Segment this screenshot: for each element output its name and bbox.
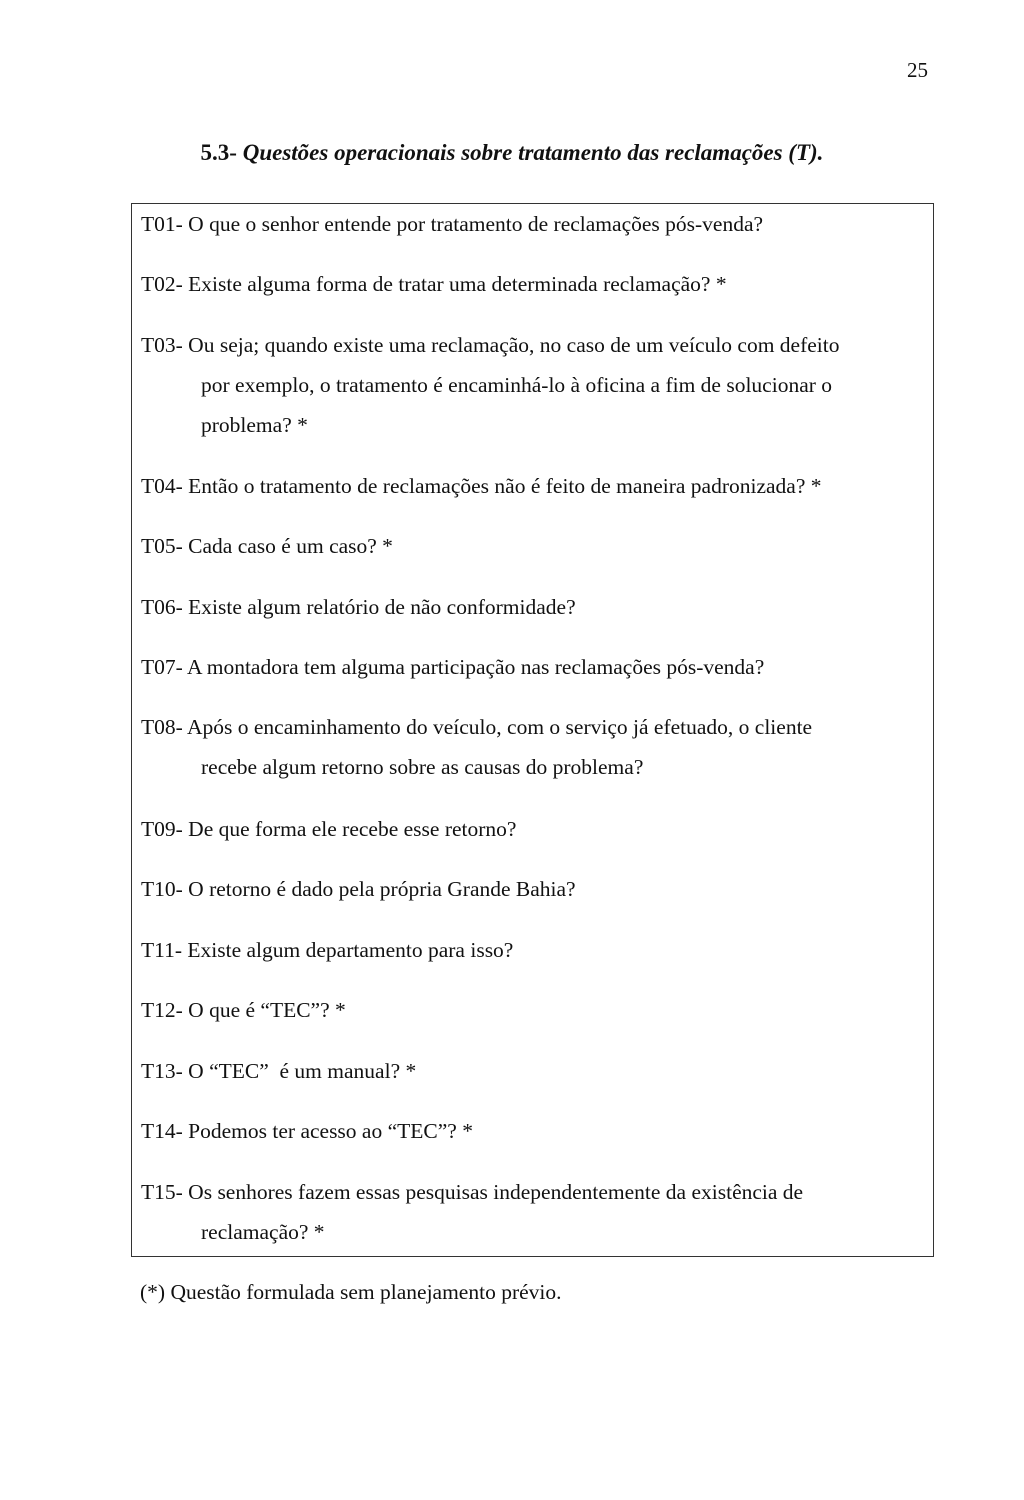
question-text: Existe alguma forma de tratar uma determinada reclamação? * <box>188 272 727 296</box>
question-code: T05- <box>141 534 183 558</box>
question-code: T01- <box>141 212 183 236</box>
page-number: 25 <box>907 58 928 82</box>
question-t02 <box>141 264 921 304</box>
question-text: Existe algum relatório de não conformidade? <box>188 595 576 619</box>
question-code: T12- <box>141 998 183 1022</box>
question-text: O retorno é dado pela própria Grande Bahia? <box>188 877 576 901</box>
question-code: T08- <box>141 715 183 739</box>
question-code: T15- <box>141 1180 183 1204</box>
question-t03 <box>141 325 921 445</box>
question-text: O “TEC” é um manual? * <box>188 1059 417 1083</box>
question-text: Após o encaminhamento do veículo, com o serviço já efetuado, o cliente <box>187 715 813 739</box>
question-code: T07- <box>141 655 183 679</box>
question-code: T11- <box>141 938 182 962</box>
question-t08 <box>141 707 921 787</box>
question-t09 <box>141 809 921 849</box>
question-text: Ou seja; quando existe uma reclamação, no caso de um veículo com defeito <box>188 333 840 357</box>
question-continuation: por exemplo, o tratamento é encaminhá-lo à oficina a fim de solucionar o problema? * <box>201 373 833 437</box>
section-heading <box>0 140 1024 166</box>
question-t06 <box>141 587 921 627</box>
question-t15 <box>141 1172 921 1252</box>
question-code: T14- <box>141 1119 183 1143</box>
question-code: T06- <box>141 595 183 619</box>
question-text: O que é “TEC”? * <box>188 998 346 1022</box>
question-t04 <box>141 466 921 506</box>
question-box <box>131 203 934 1257</box>
question-text: Podemos ter acesso ao “TEC”? * <box>188 1119 473 1143</box>
question-code: T04- <box>141 474 183 498</box>
question-t13 <box>141 1051 921 1091</box>
question-code: T03- <box>141 333 183 357</box>
question-text: A montadora tem alguma participação nas reclamações pós-venda? <box>187 655 765 679</box>
question-t01 <box>141 204 921 244</box>
question-code: T09- <box>141 817 183 841</box>
question-text: Cada caso é um caso? * <box>188 534 393 558</box>
question-text: Então o tratamento de reclamações não é feito de maneira padronizada? * <box>188 474 822 498</box>
question-text: Os senhores fazem essas pesquisas independentemente da existência de <box>188 1180 804 1204</box>
question-text: O que o senhor entende por tratamento de reclamações pós-venda? <box>188 212 764 236</box>
question-t14 <box>141 1111 921 1151</box>
section-number: 5.3- <box>200 140 237 165</box>
question-t05 <box>141 526 921 566</box>
question-text: Existe algum departamento para isso? <box>187 938 514 962</box>
footnote: (*) Questão formulada sem planejamento prévio. <box>140 1280 562 1304</box>
question-t12 <box>141 990 921 1030</box>
question-t11 <box>141 930 921 970</box>
question-continuation: reclamação? * <box>201 1220 325 1244</box>
question-t10 <box>141 869 921 909</box>
question-t07 <box>141 647 921 687</box>
question-code: T13- <box>141 1059 183 1083</box>
section-title-text: Questões operacionais sobre tratamento das reclamações (T). <box>242 140 824 165</box>
question-continuation: recebe algum retorno sobre as causas do problema? <box>201 755 644 779</box>
question-code: T02- <box>141 272 183 296</box>
question-text: De que forma ele recebe esse retorno? <box>188 817 517 841</box>
question-code: T10- <box>141 877 183 901</box>
